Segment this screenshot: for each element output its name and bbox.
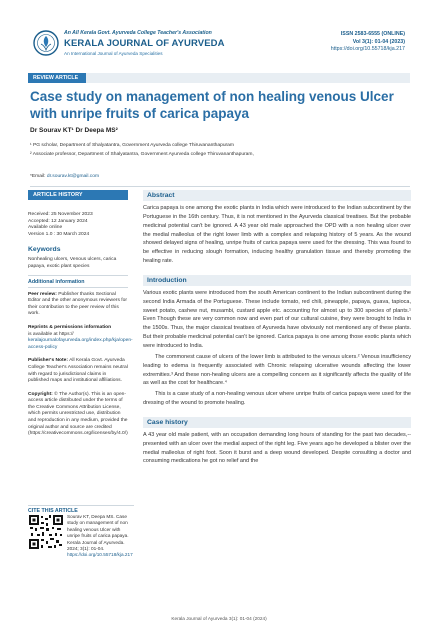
journal-subtitle: An International Journal of Ayurveda Specialities	[64, 51, 163, 56]
reprints-label: Reprints & permissions information	[28, 324, 112, 330]
introduction-heading: Introduction	[143, 275, 411, 286]
abstract-text: Carica papaya is one among the exotic plants in India which were introduced to the Indian subcontinent by the Portuguese in the 16th century. Thus, it is not mentioned in the Ayurveda classical treatises. But the probable medicinal potential can't be ignored. A 43 year old male approached the OPD with a non healing ulcer over the medial malleolus of the right lower limb with a complex and relapsing history of 5 years. As the wound showed delayed signs of healing, unripe fruits of carica papaya were used for the dressing. This was found to be effective in reducing slough formation, inducing healthy granulation tissue and thereby promoting the healing rate.	[143, 205, 411, 265]
copyright-note	[28, 392, 128, 438]
reprints-note	[28, 324, 133, 351]
association-name: An All Kerala Govt. Ayurveda College Teacher's Association	[64, 30, 212, 36]
page-footer: Kerala Journal of Ayurveda 3(1): 01-04 (2024)	[171, 616, 267, 621]
affiliation-1: ¹ PG scholar, Department of Shalyatantra, Government Ayurveda college Thiruvananthapuram	[30, 143, 234, 148]
case-history-heading: Case history	[143, 417, 411, 428]
email-label: *Email:	[30, 174, 46, 179]
qr-code-icon[interactable]	[28, 514, 64, 550]
email-line	[30, 174, 99, 179]
peer-review-note	[28, 292, 128, 318]
publishers-note-label: Publisher's Note:	[28, 358, 69, 364]
reprints-text: is available at https://	[28, 331, 74, 337]
affiliation-2: ² Associate professor, Department of Shalyatantra, Government Ayurveda college Thiruvananthapuram,	[30, 152, 254, 157]
divider	[28, 505, 134, 506]
peer-review-text: Publisher thanks Sectional Editor and the other anonymous reviewers for their contribution to the peer review of this work.	[28, 291, 127, 317]
additional-info-heading: Additional information	[28, 278, 85, 285]
accepted-date: Accepted: 12 January 2024	[28, 218, 88, 224]
issn: ISSN 2583-6555 (ONLINE)	[340, 31, 405, 37]
journal-logo-icon	[33, 30, 59, 56]
received-date: Received: 25 November 2023	[28, 212, 93, 217]
cite-block	[28, 505, 134, 514]
sidebar	[28, 190, 133, 438]
available-online: Available online	[28, 225, 63, 231]
article-type-label: REVIEW ARTICLE	[28, 73, 86, 83]
authors: Dr Sourav KT¹ Dr Deepa MS²	[30, 127, 118, 134]
keywords: Nonhealing ulcers, Venous ulcers, carica papaya, exotic plant species	[28, 257, 117, 269]
doi-link[interactable]: https://doi.org/10.55718/kja.217	[330, 46, 405, 52]
keywords-heading: Keywords	[28, 246, 61, 254]
reprints-link[interactable]: keralajournalofayurveda.org/index.php/kja/open-access-policy	[28, 338, 133, 350]
citation-doi-link[interactable]: https://doi.org/10.55718/kja.217	[67, 552, 133, 558]
cite-heading: CITE THIS ARTICLE	[28, 508, 78, 514]
peer-review-label: Peer review:	[28, 291, 57, 297]
case-history-paragraph: A 43 year old male patient, with an occupation demanding long hours of standing for the past two decades,-- presented with an ulcer over the medial aspect of the right leg. Five years ago he developed a blister over the medial malleolus of right foot. Soon it burst and a deep wound developed. Despite consulting a doctor and consuming medications he got no relief and the	[143, 431, 411, 465]
introduction-paragraph-2: The commonest cause of ulcers of the lower limb is attributed to the venous ulcers.² Venous insufficiency leading to edema is frequently associated with Chronic relapsing ulcerative wounds affecting the lower extremities.³ And these non-healing ulcers are a compelling concern as it significantly affects the quality of life as well as the cost for healthcare.⁴	[143, 353, 411, 387]
publishers-note	[28, 358, 128, 384]
divider	[30, 186, 410, 187]
journal-name: KERALA JOURNAL OF AYURVEDA	[64, 38, 225, 49]
volume-info: Vol 3(1): 01-04 (2023)	[352, 39, 405, 45]
introduction-paragraph-3: This is a case study of a non-healing venous ulcer where unripe fruits of carica papaya were used for the dressing of the wound to promote healing.	[143, 391, 411, 407]
article-title: Case study on management of non healing venous Ulcer with unripe fruits of carica papaya	[30, 89, 394, 121]
article-history-label: ARTICLE HISTORY	[28, 190, 128, 200]
copyright-label: Copyright:	[28, 391, 53, 397]
citation-text: Sourav KT, Deepa MS. Case study on management of non healing venous Ulcer with unripe fruits of carica papaya. Kerala Journal of Ayurveda. 2024; 3(1): 01-04.	[67, 514, 129, 552]
journal-header	[0, 0, 438, 72]
copyright-text: © The Author(s). This is an open-access article distributed under the terms of the Creative Commons Attribution License, which permits unrestricted use, distribution and reproduction in any medium, provided the original author and source are credited (https://creativecommons.org/licenses/by/4.0/)	[28, 391, 128, 437]
citation	[67, 514, 132, 559]
publishers-note-text: All Kerala Govt. Ayurveda College Teacher's Association remains neutral with regard to jurisdictional claims in published maps and institutional affiliations.	[28, 358, 128, 384]
abstract-heading: Abstract	[143, 190, 411, 201]
version-date: Version 1.0 : 30 March 2024	[28, 231, 90, 237]
introduction-paragraph-1: Various exotic plants were introduced from the south American continent to the Indian subcontinent during the second India Armada of the Portuguese. These include tomato, red chili, pineapple, papaya, guava, tapioca, sweet potato, cashew nut, musambi, custard apple etc. accounting for almost up to 300 species of plants.¹ Even Though these are very common now and even part of our cultural cuisine, they were brought to India in the 1500s. Thus, the major classical treatises of Ayurveda have obviously not mentioned any of these plants. But their probable medicinal potential can't be ignored. Carica papaya is one among those exotic plants which were introduced to India.	[143, 289, 411, 349]
email-link[interactable]: dr.sourav.kt@gmail.com	[46, 174, 100, 179]
main-content	[143, 190, 411, 466]
